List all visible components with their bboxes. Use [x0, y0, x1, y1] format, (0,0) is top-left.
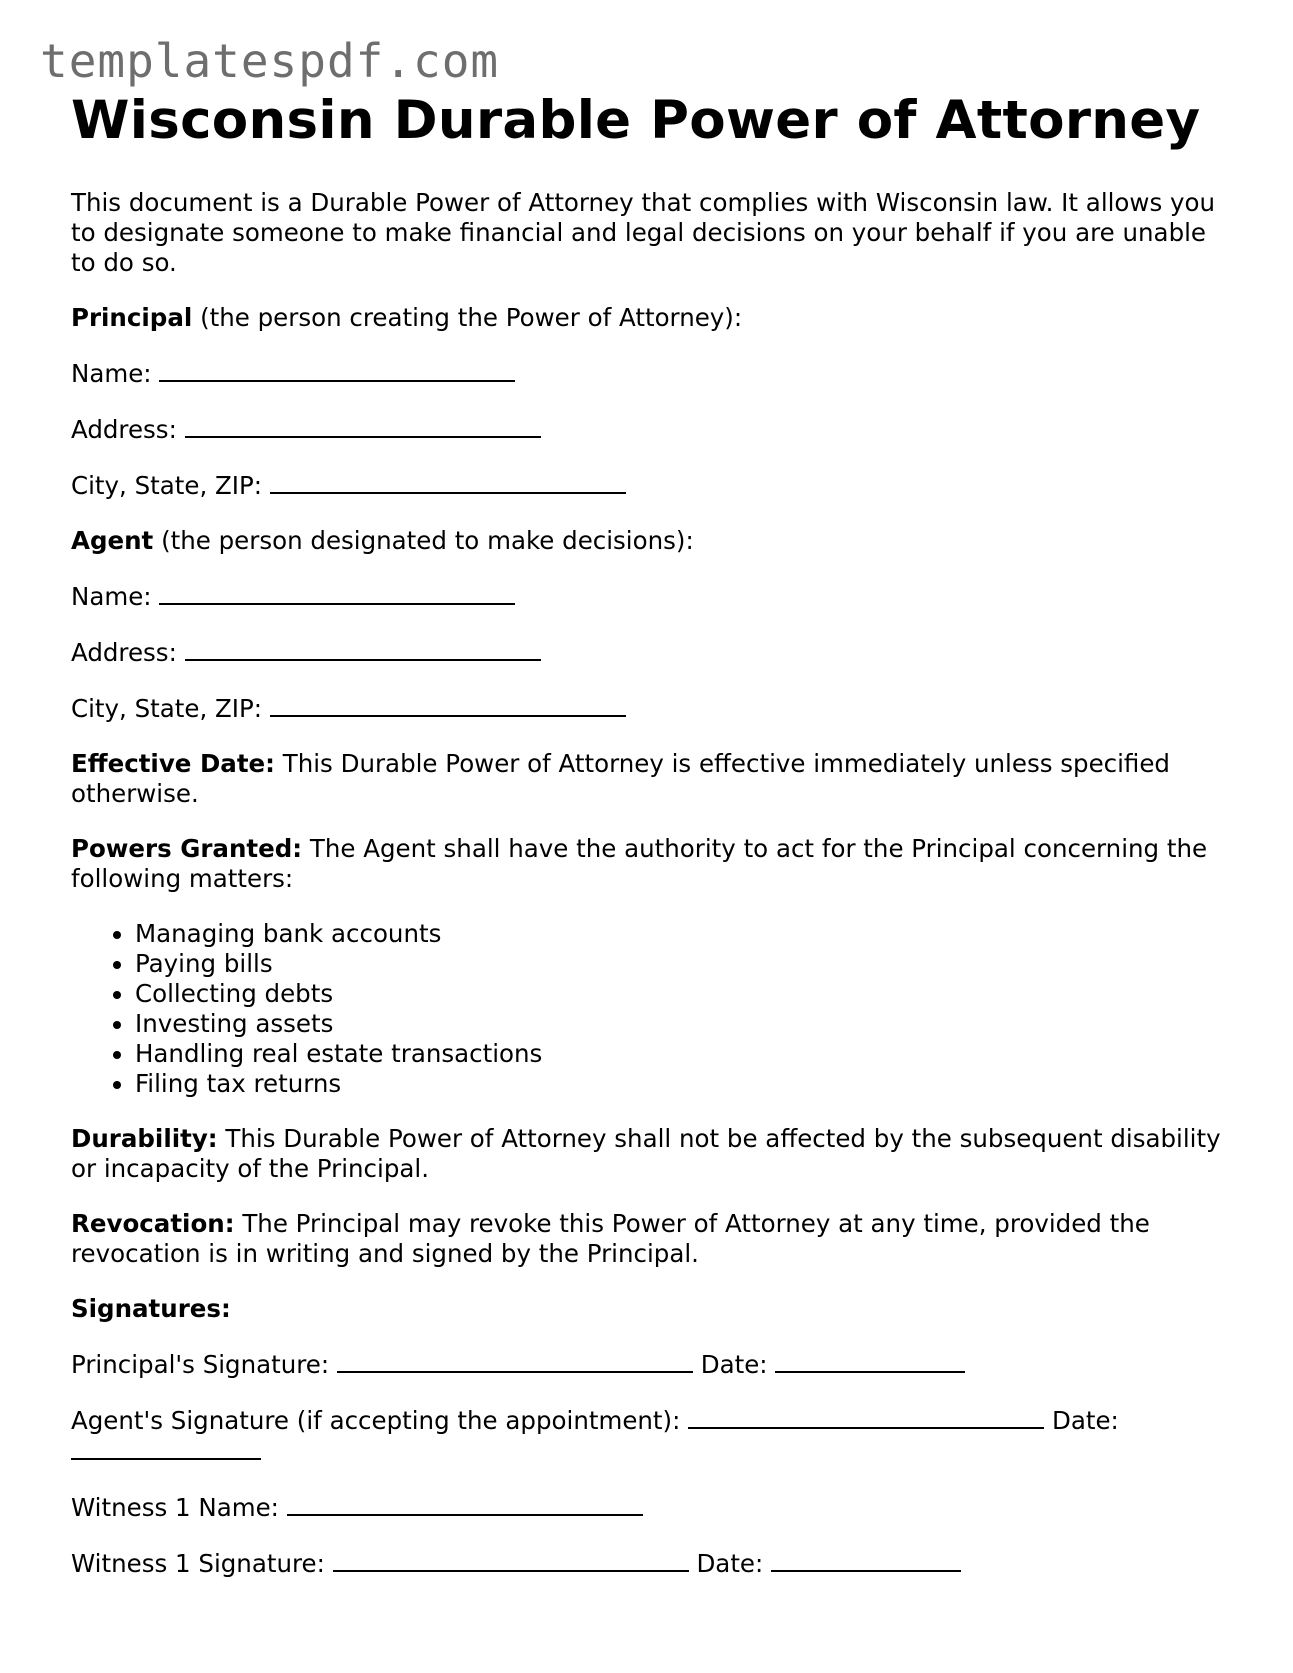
powers-label: Powers Granted:	[71, 834, 303, 863]
witness1-signature-date-label: Date:	[696, 1549, 764, 1578]
document-page	[71, 88, 1221, 1579]
agent-heading-label: Agent	[71, 526, 154, 555]
agent-name-blank[interactable]	[159, 581, 515, 605]
principal-signature-date-blank[interactable]	[775, 1349, 965, 1373]
agent-address-blank[interactable]	[185, 637, 541, 661]
witness1-signature-date-blank[interactable]	[771, 1548, 961, 1572]
list-item: • Paying bills	[135, 949, 1221, 979]
agent-address-label: Address:	[71, 638, 177, 667]
agent-heading	[71, 526, 1221, 556]
list-item: • Handling real estate transactions	[135, 1039, 1221, 1069]
principal-city-field	[71, 470, 1221, 501]
powers-text: The Agent shall have the authority to act for the Principal concerning the following matters:	[71, 834, 1208, 893]
principal-heading-label: Principal	[71, 303, 193, 332]
principal-signature-field	[71, 1349, 1221, 1380]
witness1-name-label: Witness 1 Name:	[71, 1493, 279, 1522]
principal-signature-blank[interactable]	[337, 1349, 693, 1373]
agent-address-field	[71, 637, 1221, 668]
signatures-heading	[71, 1294, 1221, 1324]
document-title: Wisconsin Durable Power of Attorney	[71, 90, 1201, 151]
agent-signature-blank[interactable]	[688, 1405, 1044, 1429]
durability-label: Durability:	[71, 1124, 218, 1153]
principal-city-blank[interactable]	[270, 470, 626, 494]
effective-date-paragraph	[71, 749, 1221, 809]
principal-name-blank[interactable]	[159, 358, 515, 382]
agent-signature-date-blank[interactable]	[71, 1436, 261, 1460]
principal-heading-note: (the person creating the Power of Attorney):	[192, 303, 743, 332]
list-item: • Managing bank accounts	[135, 919, 1221, 949]
list-item: • Investing assets	[135, 1009, 1221, 1039]
signatures-heading-label: Signatures:	[71, 1294, 231, 1323]
principal-address-blank[interactable]	[185, 414, 541, 438]
effective-date-label: Effective Date:	[71, 749, 275, 778]
agent-heading-note: (the person designated to make decisions):	[153, 526, 694, 555]
effective-date-text: This Durable Power of Attorney is effective immediately unless specified otherwise.	[71, 749, 1170, 808]
durability-paragraph	[71, 1124, 1221, 1184]
witness1-signature-blank[interactable]	[333, 1548, 689, 1572]
powers-list	[71, 919, 1221, 1099]
agent-signature-field	[71, 1405, 1221, 1467]
revocation-paragraph	[71, 1209, 1221, 1269]
witness1-signature-label: Witness 1 Signature:	[71, 1549, 325, 1578]
principal-heading	[71, 303, 1221, 333]
principal-name-label: Name:	[71, 359, 152, 388]
principal-signature-date-label: Date:	[700, 1350, 768, 1379]
agent-signature-date-label: Date:	[1051, 1406, 1119, 1435]
revocation-label: Revocation:	[71, 1209, 235, 1238]
principal-signature-label: Principal's Signature:	[71, 1350, 330, 1379]
revocation-text: The Principal may revoke this Power of Attorney at any time, provided the revocation is in writing and signed by the Principal.	[71, 1209, 1150, 1268]
principal-address-field	[71, 414, 1221, 445]
powers-paragraph	[71, 834, 1221, 894]
principal-address-label: Address:	[71, 415, 177, 444]
agent-city-blank[interactable]	[270, 693, 626, 717]
witness1-name-field	[71, 1492, 1221, 1523]
agent-city-field	[71, 693, 1221, 724]
agent-signature-label: Agent's Signature (if accepting the appointment):	[71, 1406, 681, 1435]
list-item: • Collecting debts	[135, 979, 1221, 1009]
agent-city-label: City, State, ZIP:	[71, 694, 263, 723]
agent-name-label: Name:	[71, 582, 152, 611]
durability-text: This Durable Power of Attorney shall not be affected by the subsequent disability or incapacity of the Principal.	[71, 1124, 1221, 1183]
principal-city-label: City, State, ZIP:	[71, 471, 263, 500]
watermark: templatespdf.com	[40, 34, 500, 88]
principal-name-field	[71, 358, 1221, 389]
witness1-signature-field	[71, 1548, 1221, 1579]
list-item: • Filing tax returns	[135, 1069, 1221, 1099]
agent-name-field	[71, 581, 1221, 612]
witness1-name-blank[interactable]	[287, 1492, 643, 1516]
intro-paragraph: This document is a Durable Power of Attorney that complies with Wisconsin law. It allows you to designate someone to make financial and legal decisions on your behalf if you are unable to do so.	[71, 188, 1216, 277]
